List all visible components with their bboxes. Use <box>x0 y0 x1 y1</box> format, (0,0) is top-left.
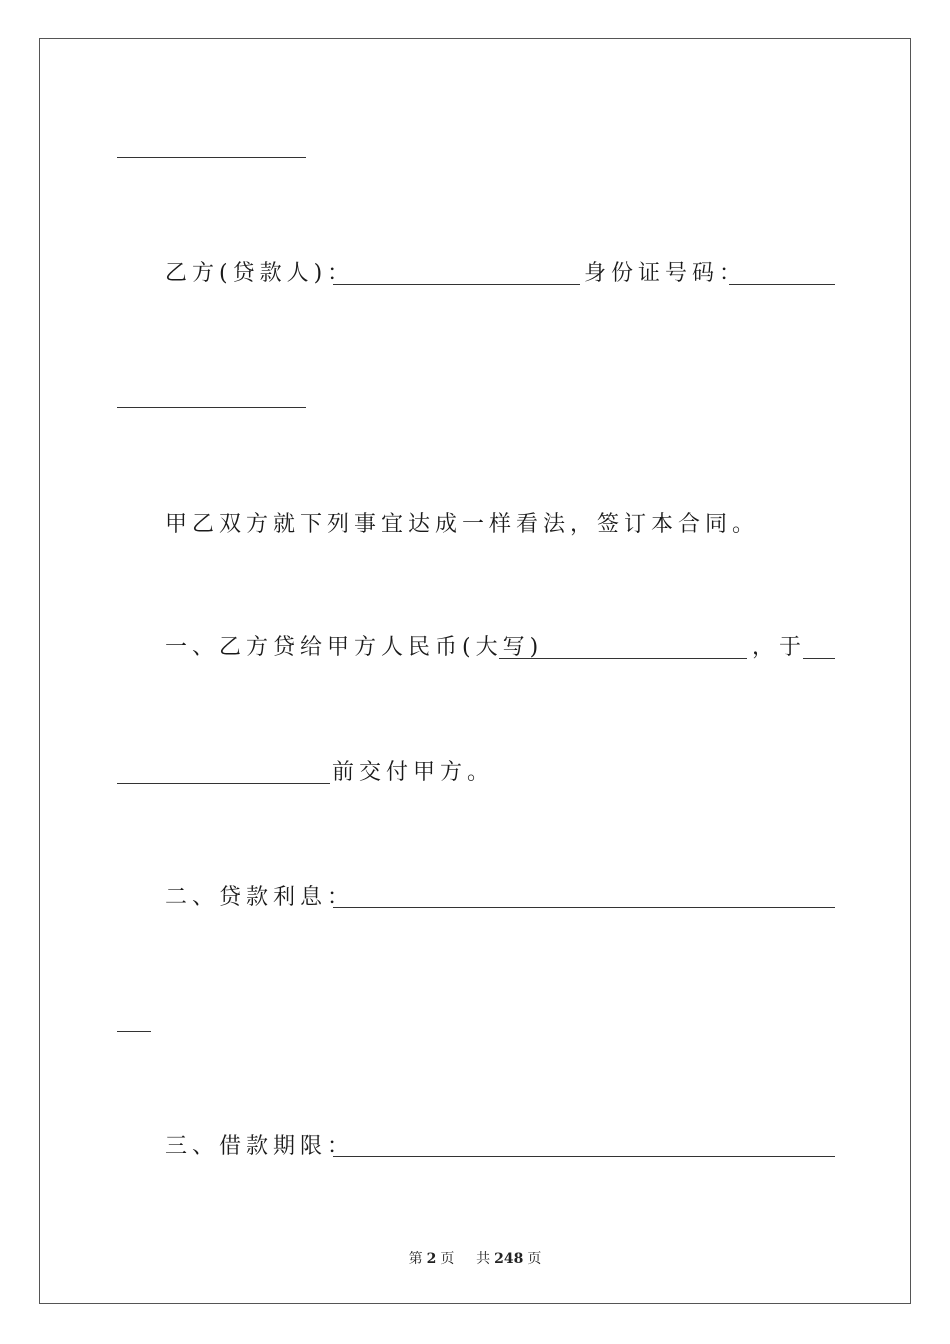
interest-blank <box>333 907 835 908</box>
page-suffix: 页 <box>440 1251 455 1267</box>
total-suffix: 页 <box>527 1251 542 1267</box>
borrower-name-blank <box>333 284 580 285</box>
clause-1-middle: ，于 <box>752 635 807 660</box>
clause-1-suffix: 前交付甲方。 <box>332 760 495 785</box>
total-pages: 248 <box>494 1251 524 1267</box>
clause-3-label: 三、借款期限： <box>165 1134 355 1159</box>
agreement-sentence: 甲乙双方就下列事宜达成一样看法，签订本合同。 <box>165 512 760 537</box>
delivery-date-blank <box>803 658 835 659</box>
interest-blank-continued <box>117 1031 151 1032</box>
page-prefix: 第 <box>408 1251 423 1267</box>
clause-2-label: 二、贷款利息： <box>165 885 355 910</box>
blank-line-top <box>117 157 306 158</box>
id-number-blank <box>729 284 835 285</box>
loan-term-blank <box>333 1156 835 1157</box>
id-number-label: 身份证号码： <box>584 261 747 286</box>
clause-1-prefix: 一、乙方贷给甲方人民币(大写) <box>165 635 544 660</box>
id-number-blank-continued <box>117 407 306 408</box>
page-number: 2 <box>426 1251 437 1267</box>
borrower-label: 乙方(贷款人)： <box>165 261 355 286</box>
loan-amount-blank <box>499 658 747 659</box>
delivery-date-blank-continued <box>117 783 330 784</box>
page-footer <box>0 1248 950 1268</box>
total-prefix: 共 <box>476 1251 491 1267</box>
page-border <box>39 38 911 1304</box>
